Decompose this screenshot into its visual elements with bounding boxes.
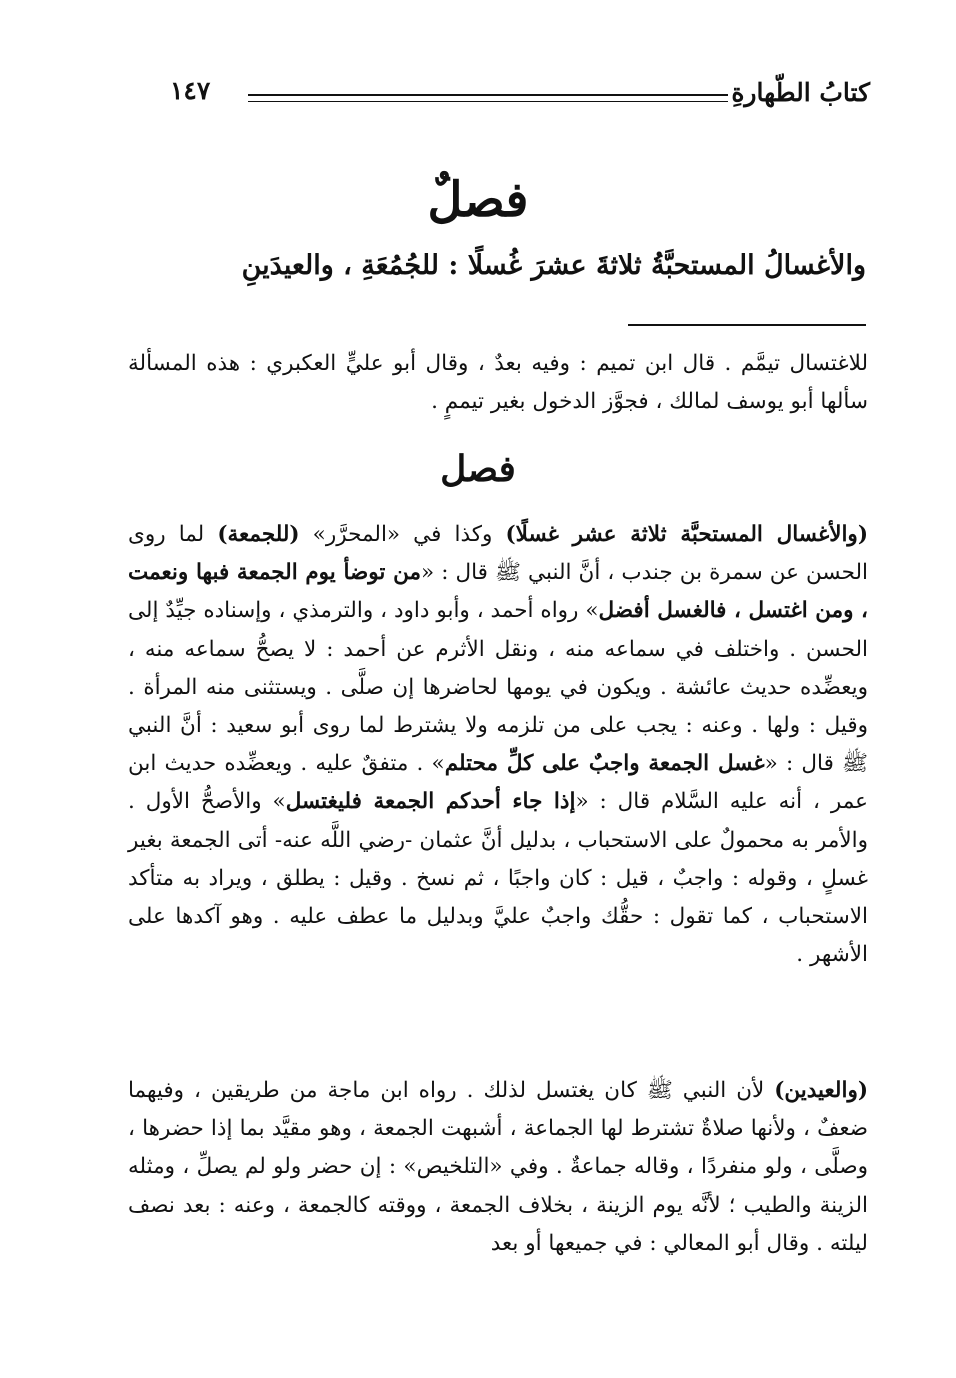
hadith-text: غسل الجمعة واجبٌ على كلِّ محتلم [444,751,765,777]
page-number: ١٤٧ [170,76,211,105]
commentary-paragraph-1 [128,516,868,974]
matn-section-heading: فصلٌ [427,172,529,228]
header-rule [248,94,728,102]
quoted-matn: (للجمعة) [217,522,300,547]
commentary-text: لأن النبي ﷺ كان يغتسل لذلك . رواه ابن ماجة من طريقين ، وفيهما ضعفٌ ، ولأنها صلاةٌ تشترط لها الجماعة ، أشبهت الجمعة ، وهو مقيَّد بما إذا حضرها ، وصلَّى ، ولو منفردًا ، وقاله جماعةٌ . وفي «التلخيص» : إن حضر ولو لم يصلِّ ، ومثله الزينة والطيب ؛ لأنَّه يوم الزينة ، بخلاف الجمعة ، ووقته كالجمعة ، وعنه : بعد نصف ليلته . وقال أبو المعالي : في جميعها أو بعد [128,1078,868,1256]
footnote-separator [628,324,866,326]
commentary-section-heading: فصل [440,448,516,490]
matn-text: والأغسالُ المستحبَّةُ ثلاثةَ عشرَ غُسلًا : للجُمُعَةِ ، والعيدَينِ [241,250,866,281]
commentary-text: » والأصحُّ الأول . والأمر به محمولٌ على الاستحباب ، بدليل أنَّ عثمان -رضي اللَّه عنه- أتى الجمعة بغير غسلٍ ، وقوله : واجبٌ ، قيل : كان واجبًا ، ثم نسخ . وقيل : يطلق ، ويراد به متأكد الاستحباب ، كما تقول : حقُّك واجبٌ عليَّ وبدليل ما عطف عليه . وهو آكدها على الأشهر . [128,789,868,968]
commentary-text: » رواه أحمد ، وأبو داود ، والترمذي ، وإسناده جيِّدٌ إلى الحسن . واختلف في سماعه منه ، ونقل الأثرم عن أحمد : لا يصحُّ سماعه منه ، ويعضِّده حديث عائشة . ويكون في يومها لحاضرها إن صلَّى . ويستثنى منه المرأة . وقيل : ولها . وعنه : يجب على من تلزمه ولا يشترط لما روى أبو سعيد : أنَّ النبي ﷺ قال : « [128,598,868,777]
running-title: كتابُ الطّهارةِ [731,78,870,107]
commentary-paragraph-2 [128,1072,868,1263]
quoted-matn: (والعيدين) [774,1078,868,1103]
commentary-continuation: للاغتسال تيمَّم . قال ابن تميم : وفيه بعدٌ ، وقال أبو عليٍّ العكبري : هذه المسألة سألها أبو يوسف لمالك ، فجوَّز الدخول بغير تيممٍ . [128,351,868,415]
commentary-text: لما روى الحسن عن سمرة بن جندب ، أنَّ النبي ﷺ قال : « [128,522,868,586]
hadith-text: من توضأ يوم الجمعة فبها ونعمت ، ومن اغتسل ، فالغسل أفضل [128,560,868,624]
commentary-text: وكذا في «المحرَّر» [299,522,506,547]
hadith-text: إذا جاء أحدكم الجمعة فليغتسل [285,789,576,815]
running-header [170,74,870,118]
commentary-text: » . متفقٌ عليه . ويعضِّده حديث ابن عمر ، أنه عليه السَّلام قال : « [128,751,868,815]
quoted-matn: (والأغسال المستحبَّة ثلاثة عشر غسلًا) [505,522,868,547]
